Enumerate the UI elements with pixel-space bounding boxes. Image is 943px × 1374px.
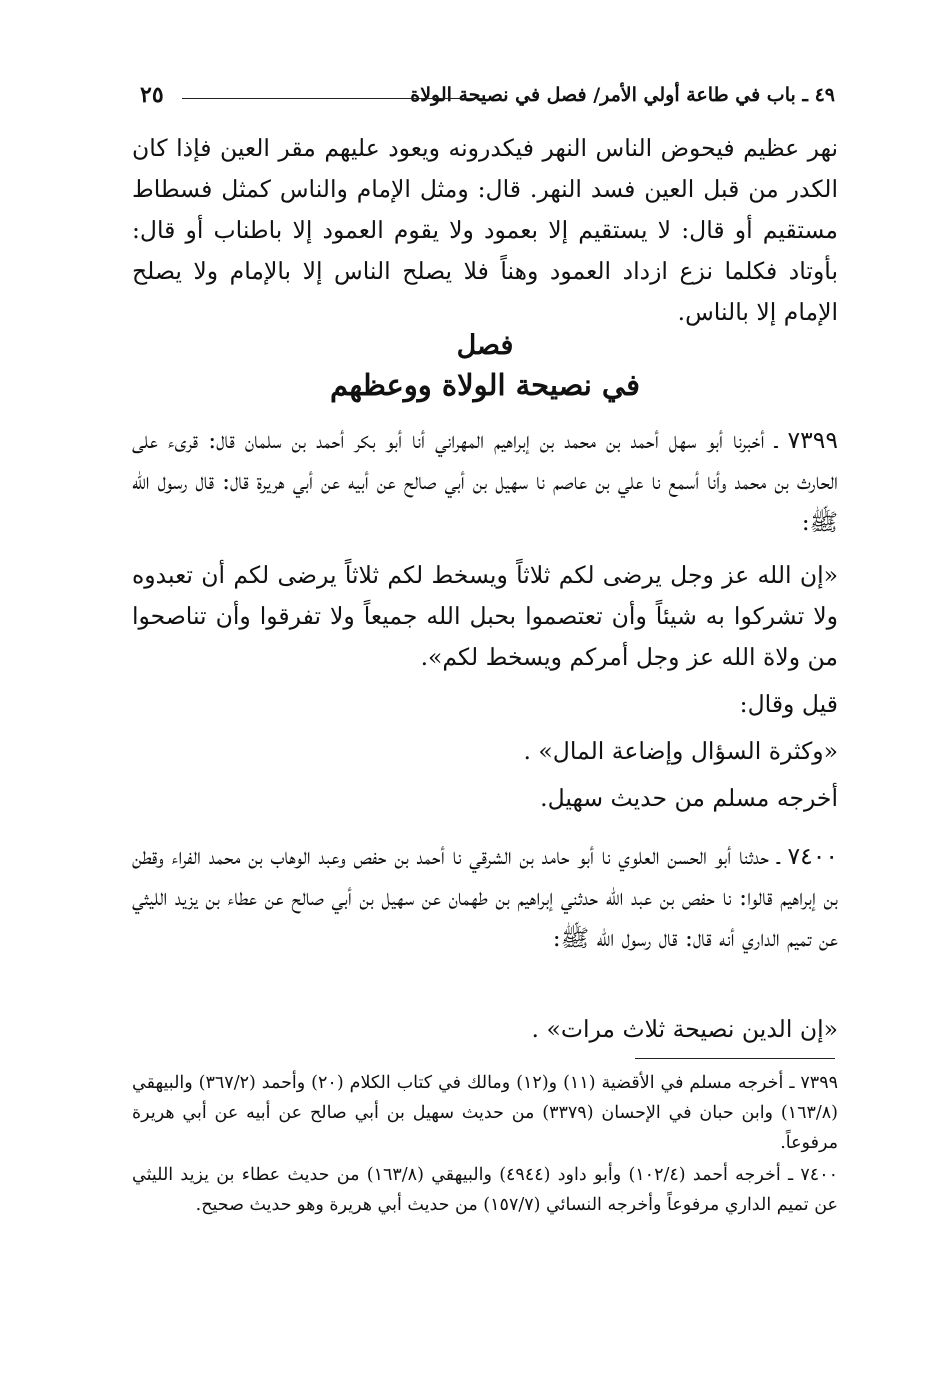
section-heading: فصل [456,330,514,361]
running-header [140,78,835,114]
hadith-7399-isnad [132,420,838,543]
header-rule [182,98,482,99]
footnotes [132,1068,838,1222]
line-qil-waqal: قيل وقال: [739,690,838,718]
header-title: ٤٩ ـ باب في طاعة أولي الأمر/ فصل في نصيحة الولاة [410,84,835,106]
line-akhrajahu-muslim: أخرجه مسلم من حديث سهيل. [540,784,838,812]
hadith-7400-matn: «إن الدين نصيحة ثلاث مرات» . [531,1015,838,1043]
paragraph-text: ٧٣٩٩ ـ أخبرنا أبو سهل أحمد بن محمد بن إبراهيم المهراني أنا أبو بكر أحمد بن سلمان قال: قرىء على الحارث بن محمد وأنا أسمع نا علي بن عاصم نا سهيل بن أبي صالح عن أبيه عن أبي هريرة قال: قال رسول الله ﷺ: [132,426,838,536]
footnote-7399: ٧٣٩٩ ـ أخرجه مسلم في الأقضية (١١) و(١٢) ومالك في كتاب الكلام (٢٠) وأحمد (٣٦٧/٢) والبيهقي (١٦٣/٨) وابن حبان في الإحسان (٣٣٧٩) من حديث سهيل بن أبي صالح عن أبيه عن أبي هريرة مرفوعاً. [132,1073,839,1153]
section-subheading: في نصيحة الولاة ووعظهم [330,368,640,402]
footnote-7400: ٧٤٠٠ ـ أخرجه أحمد (١٠٢/٤) وأبو داود (٤٩٤٤) والبيهقي (١٦٣/٨) من حديث عطاء بن يزيد الليثي عن تميم الداري مرفوعاً وأخرجه النسائي (١٥٧/٧) من حديث أبي هريرة وهو حديث صحيح. [132,1165,839,1215]
paragraph-text: نهر عظيم فيحوض الناس النهر فيكدرونه ويعود عليهم مقر العين فإذا كان الكدر من قبل العين فسد النهر. قال: ومثل الإمام والناس كمثل فسطاط مستقيم أو قال: لا يستقيم إلا بعمود ولا يقوم العمود إلا باطناب أو قال: بأوتاد فكلما نزع ازداد العمود وهناً فلا يصلح الناس إلا بالإمام ولا يصلح الإمام إلا بالناس. [132,134,838,326]
paragraph-continuation [132,128,838,333]
hadith-7400-isnad [132,836,838,959]
footnote-rule [635,1058,835,1059]
page-number: ٢٥ [140,82,164,108]
paragraph-text: ٧٤٠٠ ـ حدثنا أبو الحسن العلوي نا أبو حامد بن الشرقي نا أحمد بن حفص وعبد الوهاب بن محمد الفراء وقطن بن إبراهيم قالوا: نا حفص بن عبد الله حدثني إبراهيم بن طهمان عن سهيل بن أبي صالح عن عطاء بن يزيد الليثي عن تميم الداري أنه قال: قال رسول الله ﷺ: [132,842,838,952]
line-kathrat-alsual: «وكثرة السؤال وإضاعة المال» . [523,737,838,765]
paragraph-text: «إن الله عز وجل يرضى لكم ثلاثاً ويسخط لكم ثلاثاً يرضى لكم أن تعبدوه ولا تشركوا به شيئاً وأن تعتصموا بحبل الله جميعاً ولا تفرقوا وأن تناصحوا من ولاة الله عز وجل أمركم ويسخط لكم». [132,561,838,671]
hadith-7399-matn [132,555,838,678]
